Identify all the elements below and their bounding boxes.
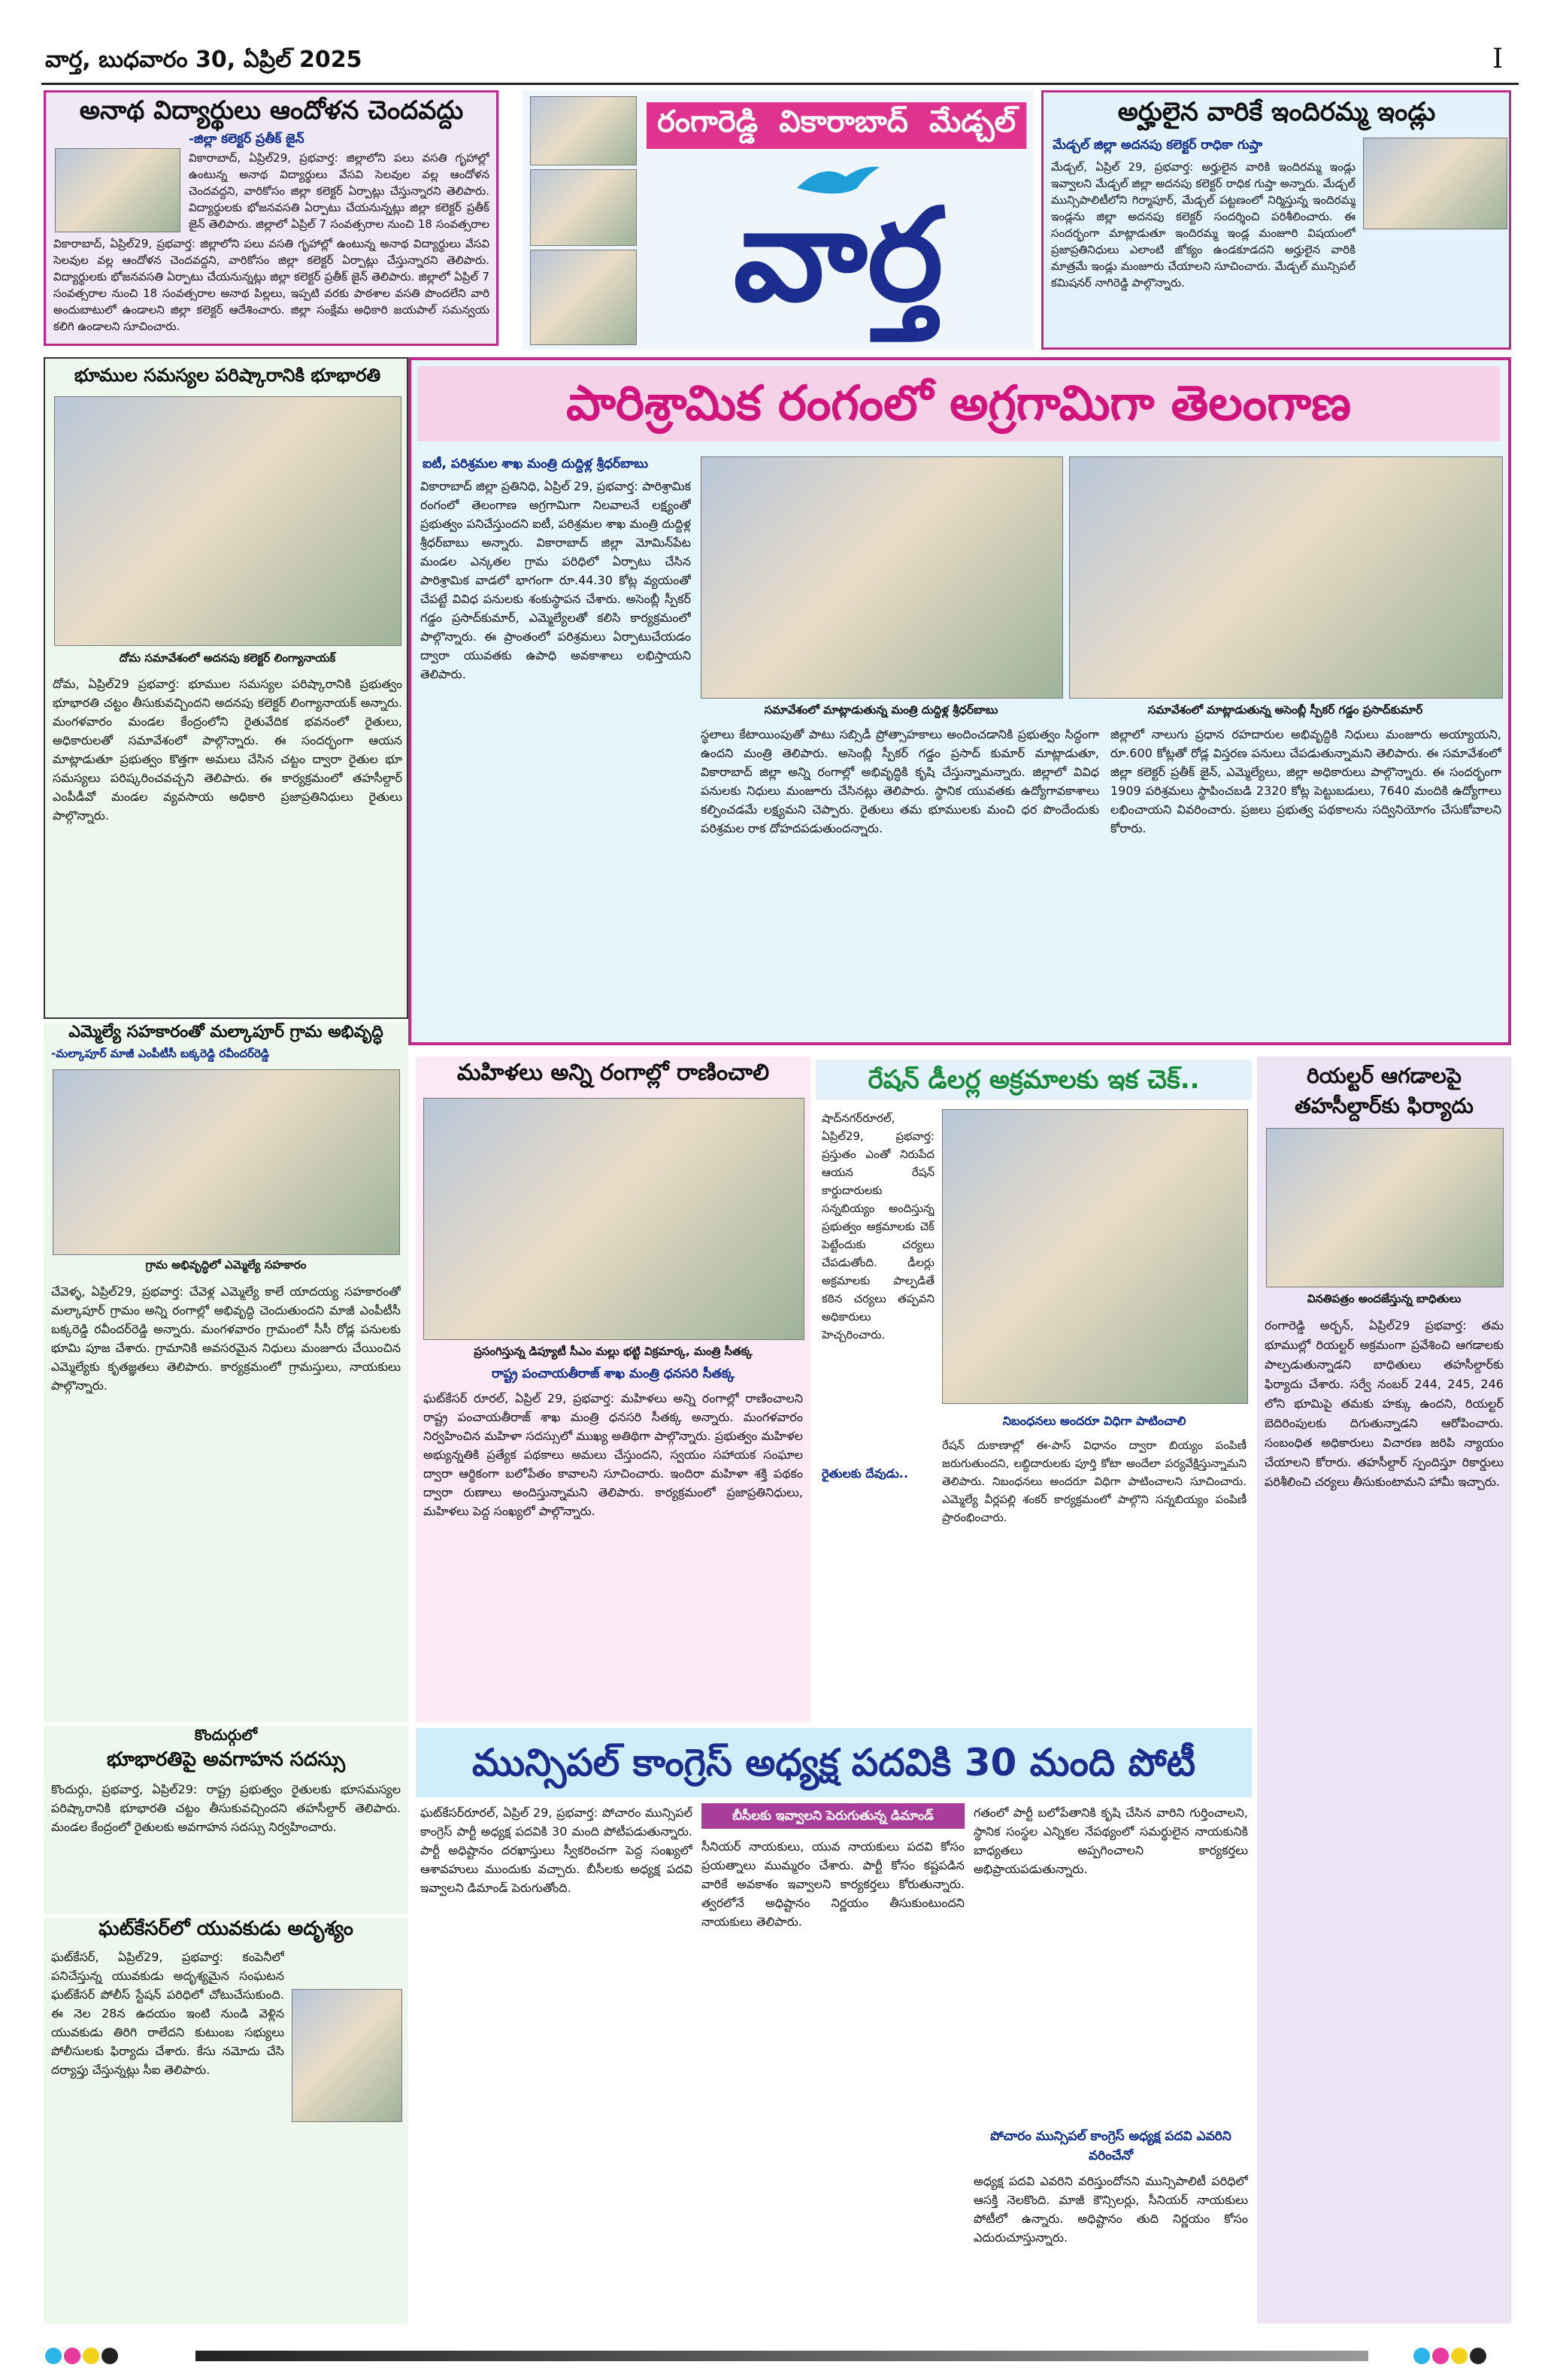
municipal-story <box>416 1728 1252 2324</box>
missing-body: ఘట్‌కేసర్, ఏప్రిల్29, ప్రభవార్త: కంపెనీలో పనిచేస్తున్న యువకుడు అదృశ్యమైన సంఘటన ఘట్‌కేసర్ పోలీస్ స్టేషన్ పరిధిలో చోటుచేసుకుంది. ఈ నెల 28న ఉదయం ఇంటి నుండి వెళ్లిన యువకుడు తిరిగి రాలేదని కుటుంబ సభ్యులు పోలీసులకు ఫిర్యాదు చేశారు. కేసు నమోదు చేసి దర్యాప్తు చేస్తున్నట్లు సీఐ తెలిపారు. <box>51 1950 284 2077</box>
region-strip <box>647 102 1026 149</box>
ration-subhead2: రైతులకు దేవుడు.. <box>822 1466 909 1481</box>
bhubharati-body: దోమ, ఏప్రిల్29 ప్రభవార్త: భూముల సమస్యల పరిష్కారానికి ప్రభుత్వం భూభారతి చట్టం తీసుకువచ్చిందని అదనపు కలెక్టర్ లింగ్యానాయక్ అన్నారు. మంగళవారం మండల కేంద్రంలోని రైతువేదిక భవనంలో రైతులు, అధికారులతో సమావేశంలో పాల్గొన్నారు. ఈ సందర్భంగా ఆయన మాట్లాడుతూ ప్రభుత్వం కొత్తగా అమలు చేసిన చట్టం ద్వారా రైతుల భూ సమస్యలు పరిష్కరించవచ్చని తెలిపారు. ఈ కార్యక్రమంలో తహసీల్దార్ ఎంపీడీవో మండల వ్యవసాయ అధికారి ప్రజాప్రతినిధులు రైతులు పాల్గొన్నారు. <box>53 677 402 823</box>
footer-dot <box>1432 2348 1449 2364</box>
lead-body-right: జిల్లాలో నాలుగు ప్రధాన రహదారుల అభివృద్ధికి నిధులు మంజూరు అయ్యాయని, రూ.600 కోట్లతో రోడ్ల విస్తరణ పనులు చేపడుతున్నామని తెలిపారు. ఈ సమావేశంలో జిల్లా కలెక్టర్ ప్రతీక్ జైన్, ఎమ్మెల్యేలు, జిల్లా అధికారులు పాల్గొన్నారు. ఈ సందర్భంగా 1909 పరిశ్రమలు స్థాపించబడి 2320 కోట్ల పెట్టుబడులు, 7640 మందికి ఉద్యోగాలు లభించాయని వివరించారు. ప్రజలు ప్రభుత్వ పథకాలను సద్వినియోగం చేసుకోవాలని కోరారు. <box>1110 727 1501 835</box>
footer-dot <box>45 2348 62 2364</box>
top-right-story <box>1041 90 1511 350</box>
lead-body-left: వికారాబాద్ జిల్లా ప్రతినిధి, ఏప్రిల్ 29, ప్రభవార్త: పారిశ్రామిక రంగంలో తెలంగాణ అగ్రగామిగా నిలవాలనే లక్ష్యంతో ప్రభుత్వం పనిచేస్తుందని ఐటీ, పరిశ్రమల శాఖ మంత్రి దుద్దిళ్ల శ్రీధర్‌బాబు అన్నారు. వికారాబాద్ జిల్లా మోమిన్‌పేట మండల ఎన్కతల గ్రామ పరిధిలో ఏర్పాటు చేసిన పారిశ్రామిక వాడలో భాగంగా రూ.44.30 కోట్ల వ్యయంతో చేపట్టే వివిధ పనులకు శంకుస్థాపన చేశారు. అసెంబ్లీ స్పీకర్ గడ్డం ప్రసాద్‌కుమార్, ఎమ్మెల్యేలతో కలిసి కార్యక్రమంలో పాల్గొన్నారు. ఈ ప్రాంతంలో పరిశ్రమలు ఏర్పాటుచేయడం ద్వారా యువతకు ఉపాధి అవకాశాలు లభిస్తాయని తెలిపారు. <box>420 479 691 681</box>
top-left-byline: -జిల్లా కలెక్టర్ ప్రతీక్ జైన్ <box>189 132 304 147</box>
bhubharati-story <box>44 357 408 1019</box>
header-rule <box>41 83 1519 85</box>
lead-photo1-caption: సమావేశంలో మాట్లాడుతున్న మంత్రి దుద్దిళ్ల శ్రీధర్‌బాబు <box>764 703 998 717</box>
mla-byline: -మల్కాపూర్ మాజీ ఎంపీటీసీ బక్కరెడ్డి రవీందర్‌రెడ్డి <box>51 1047 270 1060</box>
masthead <box>523 90 1034 350</box>
women-photo <box>423 1098 804 1340</box>
top-left-body: వికారాబాద్, ఏప్రిల్29, ప్రభవార్త: జిల్లాలోని పలు వసతి గృహాల్లో ఉంటున్న అనాథ విద్యార్థులు వేసవి సెలవుల వల్ల ఆందోళన చెందవద్దని, వారికోసం జిల్లా కలెక్టర్ ఏర్పాట్లు చేస్తున్నారని తెలిపారు. విద్యార్థులకు భోజనవసతి ఏర్పాటు చేయనున్నట్లు జిల్లా కలెక్టర్ ప్రతీక్ జైన్ తెలిపారు. జిల్లాలో ఏప్రిల్ 7 సంవత్సరాల నుంచి 18 సంవత్సరాల అనాథ పిల్లలు, ఇప్పటి వరకు పాఠశాల వసతి పొందలేని వారి అందుబాటులో ఉండాలని జిల్లా కలెక్టర్ ఆదేశించారు. జిల్లా సంక్షేమ అధికారి జయపాల్ సమన్వయ కలిగి ఉండాలని సూచించారు. <box>53 237 489 333</box>
top-right-body: మేడ్చల్, ఏప్రిల్ 29, ప్రభవార్త: అర్హులైన వారికి ఇందిరమ్మ ఇండ్లు ఇవ్వాలని మేడ్చల్ జిల్లా అదనపు కలెక్టర్ రాధిక గుప్తా అన్నారు. మేడ్చల్ మున్సిపాలిటీలోని గిర్మాపూర్, మేడ్చల్ పట్టణంలో నిర్మిస్తున్న ఇందిరమ్మ ఇండ్లను జిల్లా అదనపు కలెక్టర్ సందర్శించి పరిశీలించారు. ఈ సందర్భంగా మాట్లాడుతూ ఇందిరమ్మ ఇండ్ల మంజూరి విషయంలో ప్రజాప్రతినిధులు ఎలాంటి జోక్యం ఉండకూడదని అర్హులైన వారికి మాత్రమే ఇండ్లు మంజూరు చేయాలని సూచించారు. మేడ్చల్ మున్సిపల్ కమిషనర్ నాగిరెడ్డి పాల్గొన్నారు. <box>1051 160 1356 290</box>
top-right-byline: మేడ్చల్ జిల్లా అదనపు కలెక్టర్ రాధికా గుప్తా <box>1053 138 1263 153</box>
buddha-photo <box>530 169 637 246</box>
ration-photo <box>942 1109 1248 1404</box>
footer-dot <box>101 2348 118 2364</box>
footer-dot <box>64 2348 80 2364</box>
missing-headline: ఘట్‌కేసర్‌లో యువకుడు అదృశ్యం <box>98 1918 353 1940</box>
page-number: I <box>1492 44 1504 74</box>
housing-photo <box>1363 138 1507 229</box>
lead-headline: పారిశ్రామిక రంగంలో అగ్రగామిగా తెలంగాణ <box>417 366 1500 441</box>
top-left-story <box>44 90 498 346</box>
missing-youth-photo <box>292 1989 402 2122</box>
footer-dot <box>83 2348 99 2364</box>
footer-dot <box>1413 2348 1430 2364</box>
municipal-subhead: పోచారం మున్సిపల్ కాంగ్రెస్ అధ్యక్ష పదవి ఎవరిని వరించేనో <box>990 2129 1231 2163</box>
women-headline: మహిళలు అన్ని రంగాల్లో రాణించాలి <box>456 1060 770 1086</box>
collector-photo <box>55 148 180 232</box>
mla-body: చేవెళ్ళ, ఏప్రిల్29, ప్రభవార్త: చేవెళ్ల ఎమ్మెల్యే కాలే యాదయ్య సహకారంతో మల్కాపూర్ గ్రామం అన్ని రంగాల్లో అభివృద్ధి చెందుతుందని మాజీ ఎంపీటీసీ బక్కరెడ్డి రవీందర్‌రెడ్డి అన్నారు. మంగళవారం గ్రామంలో సీసీ రోడ్ల పనులకు భూమి పూజ చేశారు. గ్రామానికి అవసరమైన నిధులు మంజూరు చేయించిన ఎమ్మెల్యేకు కృతజ్ఞతలు తెలిపారు. కార్యక్రమంలో గ్రామస్తులు, నాయకులు పాల్గొన్నారు. <box>51 1284 401 1393</box>
region-vikarabad: వికారాబాద్ <box>779 105 908 139</box>
top-left-headline: అనాథ విద్యార్థులు ఆందోళన చెందవద్దు <box>79 96 464 126</box>
ration-headline: రేషన్ డీలర్ల అక్రమాలకు ఇక చెక్.. <box>816 1060 1252 1100</box>
mla-photo <box>53 1069 400 1255</box>
ration-body-right: రేషన్ దుకాణాల్లో ఈ-పాస్ విధానం ద్వారా బియ్యం పంపిణీ జరుగుతుందని, లబ్ధిదారులకు పూర్తి కోటా అందేలా పర్యవేక్షిస్తున్నామని తెలిపారు. నిబంధనలు అందరూ విధిగా పాటించాలని సూచించారు. ఎమ్మెల్యే వీర్లపల్లి శంకర్ కార్యక్రమంలో పాల్గొని సన్నబియ్యం పంపిణీ ప్రారంభించారు. <box>942 1439 1247 1524</box>
lead-photo-minister <box>701 456 1063 699</box>
ration-subhead1: నిబంధనలు అందరూ విధిగా పాటించాలి <box>1002 1414 1186 1428</box>
dateline: వార్త, బుధవారం 30, ఏప్రిల్ 2025 <box>45 47 362 73</box>
room-photo <box>530 250 637 345</box>
lead-photo2-caption: సమావేశంలో మాట్లాడుతున్న అసెంబ్లీ స్పీకర్ గడ్డం ప్రసాద్‌కుమార్ <box>1147 703 1423 717</box>
ration-story <box>816 1057 1252 1722</box>
women-story <box>416 1057 810 1722</box>
realtor-caption: వినతిపత్రం అందజేస్తున్న బాధితులు <box>1307 1292 1462 1305</box>
municipal-body-4: అధ్యక్ష పదవి ఎవరిని వరిస్తుందోనని మున్సిపాలిటీ పరిధిలో ఆసక్తి నెలకొంది. మాజీ కౌన్సిలర్లు, సీనియర్ నాయకులు పోటీలో ఉన్నారు. అధిష్టానం తుది నిర్ణయం కోసం ఎదురుచూస్తున్నారు. <box>974 2174 1248 2245</box>
bhubharati-photo <box>54 396 401 646</box>
women-body: ఘట్‌కేసర్ రూరల్, ఏప్రిల్ 29, ప్రభవార్త: మహిళలు అన్ని రంగాల్లో రాణించాలని రాష్ట్ర పంచాయతీరాజ్ శాఖ మంత్రి ధనసరి సీతక్క అన్నారు. మంగళవారం నిర్వహించిన మహిళా సదస్సులో ముఖ్య అతిథిగా పాల్గొన్నారు. ప్రభుత్వం మహిళల అభ్యున్నతికి ప్రత్యేక పథకాలు అమలు చేస్తుందని, స్వయం సహాయక సంఘాల ద్వారా ఆర్థికంగా బలోపేతం కావాలని సూచించారు. ఇందిరా మహిళా శక్తి పథకం ద్వారా రుణాలు అందిస్తున్నామని తెలిపారు. కార్యక్రమంలో ప్రజాప్రతినిధులు, మహిళలు పెద్ద సంఖ్యలో పాల్గొన్నారు. <box>423 1391 803 1518</box>
municipal-body-1: ఘట్‌కేసర్‌రూరల్, ఏప్రిల్ 29, ప్రభవార్త: పోచారం మున్సిపల్ కాంగ్రెస్ పార్టీ అధ్యక్ష పదవికి 30 మంది పోటీపడుతున్నారు. పార్టీ అధిష్టానం దరఖాస్తులు స్వీకరించగా పెద్ద సంఖ్యలో ఆశావహులు ముందుకు వచ్చారు. బీసీలకు అధ్యక్ష పదవి ఇవ్వాలని డిమాండ్ పెరుగుతోంది. <box>420 1805 692 1895</box>
temple-photo <box>530 96 637 165</box>
mla-caption: గ్రామ అభివృద్ధిలో ఎమ్మెల్యే సహకారం <box>145 1258 307 1272</box>
lead-subhead: ఐటీ, పరిశ్రమల శాఖ మంత్రి దుద్దిళ్ల శ్రీధర్‌బాబు <box>423 456 648 471</box>
kondurgu-story <box>44 1726 408 1914</box>
lead-body-mid: స్థలాలు కేటాయింపుతో పాటు సబ్సిడీ ప్రోత్సాహకాలు అందించడానికి ప్రభుత్వం సిద్ధంగా ఉందని మంత్రి తెలిపారు. అసెంబ్లీ స్పీకర్ గడ్డం ప్రసాద్ కుమార్ మాట్లాడుతూ, వికారాబాద్ జిల్లా అన్ని రంగాల్లో అభివృద్ధికి కృషి చేస్తున్నామన్నారు. జిల్లాలో వివిధ పనులకు నిధులు మంజూరు చేసినట్లు తెలిపారు. స్థానిక యువతకు ఉద్యోగావకాశాలు కల్పించడమే లక్ష్యమని చెప్పారు. రైతులు తమ భూములకు మంచి ధర పొందేందుకు పరిశ్రమల రాక దోహదపడుతుందన్నారు. <box>701 727 1099 835</box>
top-right-headline: అర్హులైన వారికే ఇందిరమ్మ ఇండ్లు <box>1117 97 1436 127</box>
municipal-headline: మున్సిపల్ కాంగ్రెస్ అధ్యక్ష పదవికి 30 మంది పోటీ <box>416 1728 1252 1797</box>
lead-story <box>408 357 1511 1045</box>
footer-bar <box>195 2351 1368 2361</box>
lead-photo-speaker <box>1069 456 1503 699</box>
region-medchal: మేడ్చల్ <box>928 105 1016 139</box>
realtor-story <box>1257 1057 1511 2324</box>
realtor-photo <box>1266 1128 1504 1287</box>
mla-story <box>44 1023 408 1722</box>
kondurgu-body: కొందుర్గు, ప్రభవార్త, ఏప్రిల్29: రాష్ట్ర ప్రభుత్వం రైతులకు భూసమస్యల పరిష్కారానికి భూభారతి చట్టం తీసుకువచ్చిందని తహసీల్దార్ తెలిపారు. మండల కేంద్రంలో రైతులకు అవగాహన సదస్సు నిర్వహించారు. <box>51 1782 401 1834</box>
municipal-tag: బీసీలకు ఇవ్వాలని పెరుగుతున్న డిమాండ్ <box>701 1803 965 1829</box>
masthead-logo: వార్త <box>733 181 944 330</box>
municipal-body-3: గతంలో పార్టీ బలోపేతానికి కృషి చేసిన వారిని గుర్తించాలని, స్థానిక సంస్థల ఎన్నికల నేపథ్యంలో సమర్థులైన నాయకునికి బాధ్యతలు అప్పగించాలని కార్యకర్తలు అభిప్రాయపడుతున్నారు. <box>974 1805 1248 1876</box>
top-left-body-side: వికారాబాద్, ఏప్రిల్29, ప్రభవార్త: జిల్లాలోని పలు వసతి గృహాల్లో ఉంటున్న అనాథ విద్యార్థులు వేసవి సెలవుల వల్ల ఆందోళన చెందవద్దని, వారికోసం జిల్లా కలెక్టర్ ఏర్పాట్లు చేస్తున్నారని తెలిపారు. విద్యార్థులకు భోజనవసతి ఏర్పాటు చేయనున్నట్లు జిల్లా కలెక్టర్ ప్రతీక్ జైన్ తెలిపారు. జిల్లాలో ఏప్రిల్ 7 సంవత్సరాల నుంచి 18 సంవత్సరాల <box>189 151 489 231</box>
mla-headline: ఎమ్మెల్యే సహకారంతో మల్కాపూర్ గ్రామ అభివృద్ధి <box>68 1023 383 1041</box>
realtor-headline: రియల్టర్ ఆగడాలపై తహసీల్దార్‌కు ఫిర్యాదు <box>1295 1063 1474 1118</box>
bhubharati-caption: దోమ సమావేశంలో అదనపు కలెక్టర్ లింగ్యానాయక్ <box>119 651 336 665</box>
women-subhead: రాష్ట్ర పంచాయతీరాజ్ శాఖ మంత్రి ధనసరి సీతక్క <box>492 1366 735 1381</box>
bhubharati-headline: భూముల సమస్యల పరిష్కారానికి భూభారతి <box>74 365 381 386</box>
women-caption: ప్రసంగిస్తున్న డిప్యూటీ సీఎం మల్లు భట్టి విక్రమార్క, మంత్రి సీతక్క <box>474 1345 753 1358</box>
kondurgu-label: కొందుర్గులో <box>194 1726 258 1744</box>
missing-person-story <box>44 1918 408 2324</box>
ration-body-left: షాద్‌నగర్‌రూరల్, ఏప్రిల్29, ప్రభవార్త: ప్రస్తుతం ఎంతో నిరుపేద ఆయన రేషన్ కార్డుదారులకు సన్నబియ్యం అందిస్తున్న ప్రభుత్వం అక్రమాలకు చెక్ పెట్టేందుకు చర్యలు చేపడుతోంది. డీలర్లు అక్రమాలకు పాల్పడితే కఠిన చర్యలు తప్పవని అధికారులు హెచ్చరించారు. <box>822 1111 935 1342</box>
footer-dot <box>1451 2348 1468 2364</box>
realtor-body: రంగారెడ్డి అర్బన్, ఏప్రిల్29 ప్రభవార్త: తమ భూముల్లో రియల్టర్ అక్రమంగా ప్రవేశించి ఆగడాలకు పాల్పడుతున్నాడని బాధితులు తహసీల్దార్‌కు ఫిర్యాదు చేశారు. సర్వే నంబర్ 244, 245, 246 లోని భూమిపై తమకు హక్కు ఉందని, రియల్టర్ బెదిరింపులకు దిగుతున్నాడని ఆరోపించారు. సంబంధిత అధికారులు విచారణ జరిపి న్యాయం చేయాలని కోరారు. తహసీల్దార్ స్పందిస్తూ రికార్డులు పరిశీలించి చర్యలు తీసుకుంటామని హామీ ఇచ్చారు. <box>1265 1318 1504 1489</box>
kondurgu-headline: భూభారతిపై అవగాహన సదస్సు <box>106 1748 346 1771</box>
footer-dot <box>1470 2348 1486 2364</box>
municipal-body-2: సీనియర్ నాయకులు, యువ నాయకులు పదవి కోసం ప్రయత్నాలు ముమ్మరం చేశారు. పార్టీ కోసం కష్టపడిన వారికే అవకాశం ఇవ్వాలని కార్యకర్తలు కోరుతున్నారు. త్వరలోనే అధిష్టానం నిర్ణయం తీసుకుంటుందని నాయకులు తెలిపారు. <box>701 1839 965 1929</box>
region-rangareddy: రంగారెడ్డి <box>656 105 759 139</box>
